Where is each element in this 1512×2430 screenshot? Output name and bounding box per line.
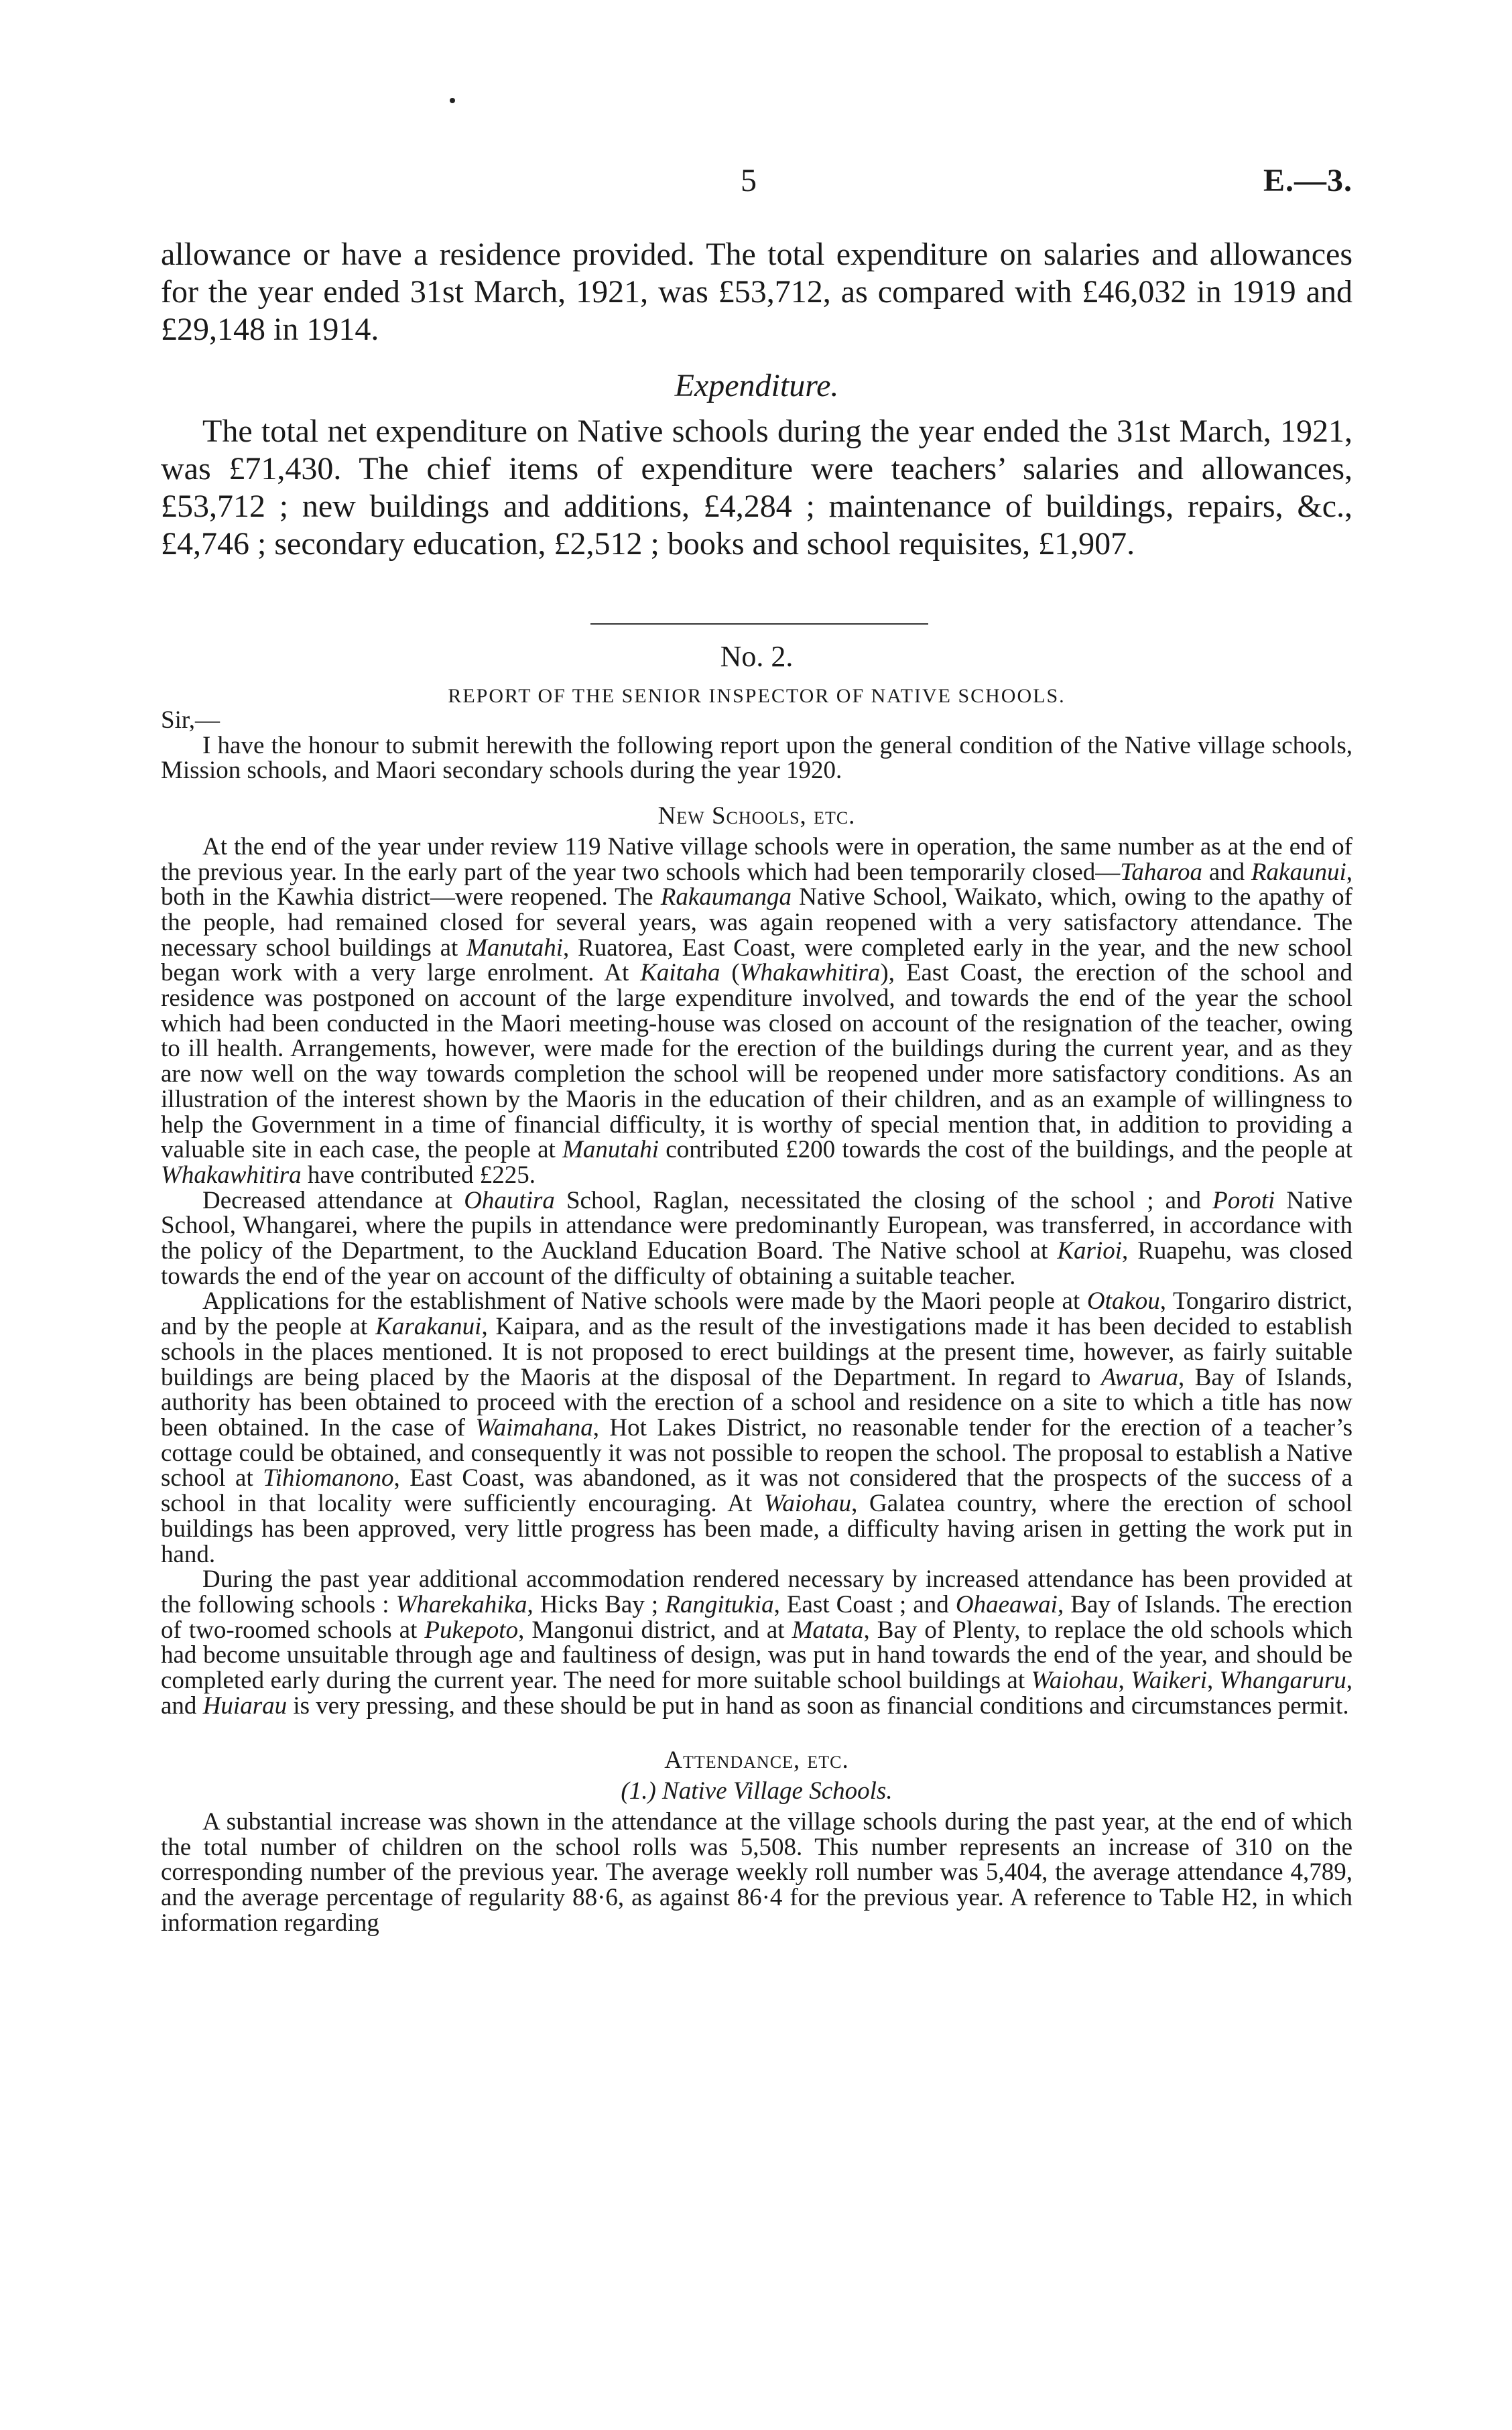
text-run: School, Raglan, necessitated the closing of the school ; and <box>554 1186 1213 1214</box>
section-divider <box>590 623 928 625</box>
report-number: No. 2. <box>720 640 794 673</box>
text-run: , <box>1118 1667 1131 1695</box>
place-name: Rangitukia <box>665 1590 774 1618</box>
text-run: Decreased attendance at <box>202 1186 464 1214</box>
page-number: 5 <box>741 163 757 198</box>
place-name: Waiohau <box>763 1490 852 1518</box>
place-name: Waiohau <box>1031 1667 1119 1695</box>
salutation: Sir,— <box>161 706 220 734</box>
place-name: Karakanui <box>375 1313 482 1341</box>
ink-speck <box>450 98 455 103</box>
text-run: , Hicks Bay ; <box>527 1590 666 1618</box>
text-run: , Kaipara, and as the result of the investigations made it has been decided to establish schools in the places mentioned. It is not proposed to erect buildings at the present time, however, as fairly suitable buildings are being placed by the Maoris at the disposal of the Department. In regard to <box>161 1313 1352 1391</box>
intro-section <box>161 236 1352 348</box>
place-name: Waikeri <box>1131 1667 1208 1695</box>
place-name: Ohautira <box>464 1186 555 1214</box>
text-run: During the past year additional accommodation rendered necessary by increased attendance has been provided at the following schools : <box>161 1565 1352 1618</box>
report-opening: I have the honour to submit herewith the following report upon the general condition of the Native village schools, Mission schools, and Maori secondary schools during the year 1920. <box>161 731 1352 785</box>
text-run: , Ruapehu, was closed towards the end of the year on account of the difficulty of obtaining a suitable teacher. <box>161 1237 1352 1290</box>
place-name: Manutahi <box>466 934 563 962</box>
place-name: Awarua <box>1100 1363 1178 1391</box>
new-schools-paragraph-1 <box>161 834 1352 1188</box>
text-run: , East Coast, was abandoned, as it was not considered that the prospects of the success of a school in that locality were sufficiently encouraging. At <box>161 1464 1352 1518</box>
text-run: , Galatea country, where the erection of school buildings has been approved, very little progress has been made, a difficulty having arisen in getting the work put in hand. <box>161 1490 1352 1568</box>
text-run: , Ruatorea, East Coast, were completed early in the year, and the new school began work with a very large enrolment. At <box>161 934 1352 987</box>
place-name: Rakaunui <box>1251 858 1346 886</box>
text-run: , both in the Kawhia district—were reopened. The <box>161 858 1352 911</box>
place-name: Huiarau <box>202 1691 288 1720</box>
text-run: Applications for the establishment of Native schools were made by the Maori people at <box>202 1287 1087 1316</box>
text-run: and <box>1202 858 1251 886</box>
place-name: Poroti <box>1212 1186 1275 1214</box>
attendance-subheading: (1.) Native Village Schools. <box>621 1777 893 1805</box>
place-name: Whakawhitira <box>739 959 881 987</box>
text-run: , Tongariro district, and by the people at <box>161 1287 1352 1341</box>
place-name: Manutahi <box>562 1136 659 1164</box>
place-name: Otakou <box>1086 1287 1160 1316</box>
place-name: Wharekahika <box>395 1590 527 1618</box>
text-run: Native School, Waikato, which, owing to the apathy of the people, had remained closed for several years, was again reopened with a very satisfactory attendance. The necessary school buildings at <box>161 883 1353 962</box>
text-run: , Bay of Islands, authority has been obtained to proceed with the erection of a school and residence on a site to which a title has now been obtained. In the case of <box>161 1363 1352 1442</box>
new-schools-heading: New Schools, etc. <box>657 802 856 830</box>
text-run: Native School, Whangarei, where the pupils in attendance were predominantly European, was transferred, in accordance with the policy of the Department, to the Auckland Education Board. The Native school at <box>161 1186 1353 1265</box>
new-schools-paragraph-2 <box>161 1188 1352 1289</box>
report-title: REPORT OF THE SENIOR INSPECTOR OF NATIVE SCHOOLS. <box>448 685 1066 707</box>
attendance-heading: Attendance, etc. <box>664 1746 849 1775</box>
text-run: ( <box>720 959 740 987</box>
place-name: Kaitaha <box>640 959 720 987</box>
document-reference: E.—3. <box>1263 163 1352 198</box>
text-run: At the end of the year under review 119 Native village schools were in operation, the same number as at the end of the previous year. In the early part of the year two schools which had been temporarily closed— <box>161 832 1352 886</box>
report-section <box>161 639 1352 1935</box>
place-name: Matata <box>792 1616 864 1644</box>
place-name: Karioi <box>1057 1237 1123 1265</box>
text-run: , and <box>161 1667 1352 1720</box>
new-schools-paragraph-3 <box>161 1289 1352 1567</box>
expenditure-section <box>161 367 1352 563</box>
expenditure-heading: Expenditure. <box>674 368 839 403</box>
place-name: Tihiomanono <box>263 1464 394 1492</box>
place-name: Whakawhitira <box>161 1161 302 1189</box>
intro-paragraph: allowance or have a residence provided. The total expenditure on salaries and allowances for the year ended 31st March, 1921, was £53,712, as compared with £46,032 in 1919 and £29,148 in 1914. <box>161 237 1352 347</box>
text-run: , Hot Lakes District, no reasonable tender for the erection of a teacher’s cottage could be obtained, and consequently it was not possible to reopen the school. The proposal to establish a Native school at <box>161 1413 1352 1492</box>
text-run: , <box>1207 1667 1220 1695</box>
text-run: have contributed £225. <box>301 1161 536 1189</box>
place-name: Waimahana <box>475 1413 593 1442</box>
text-run: , Mangonui district, and at <box>518 1616 792 1644</box>
place-name: Taharoa <box>1120 858 1202 886</box>
text-run: , East Coast ; and <box>773 1590 956 1618</box>
place-name: Rakaumanga <box>660 883 792 911</box>
text-run: is very pressing, and these should be put in hand as soon as financial conditions and circumstances permit. <box>287 1691 1349 1720</box>
text-run: , Bay of Islands. The erection of two-roomed schools at <box>161 1590 1353 1644</box>
place-name: Ohaeawai <box>955 1590 1058 1618</box>
text-run: contributed £200 towards the cost of the buildings, and the people at <box>658 1136 1352 1164</box>
attendance-paragraph: A substantial increase was shown in the attendance at the village schools during the past year, at the end of which the total number of children on the school rolls was 5,508. This number represents an increase of 310 on the corresponding number of the previous year. The average weekly roll number was 5,404, the average attendance 4,789, and the average percentage of regularity 88·6, as against 86·4 for the previous year. A reference to Table H2, in which information regarding <box>161 1807 1352 1937</box>
place-name: Pukepoto <box>424 1616 519 1644</box>
expenditure-paragraph: The total net expenditure on Native schools during the year ended the 31st March, 1921, was £71,430. The chief items of expenditure were teachers’ salaries and allowances, £53,712 ; new buildings and additions, £4,284 ; maintenance of buildings, repairs, &c., £4,746 ; secondary education, £2,512 ; books and school requisites, £1,907. <box>161 413 1352 562</box>
place-name: Whangaruru <box>1219 1667 1346 1695</box>
text-run: , Bay of Plenty, to replace the old schools which had become unsuitable through age and faultiness of design, was put in hand towards the end of the year, and should be completed early during the current year. The need for more suitable school buildings at <box>161 1616 1352 1695</box>
new-schools-paragraph-4 <box>161 1567 1352 1718</box>
text-run: ), East Coast, the erection of the school and residence was postponed on account of the large expenditure involved, and towards the end of the year the school which had been conducted in the Maori meeting-house was closed on account of the resignation of the teacher, owing to ill health. Arrangements, however, were made for the erection of the buildings during the current year, and as they are now well on the way towards completion the school will be reopened under more satisfactory conditions. As an illustration of the interest shown by the Maoris in the education of their children, and as an example of willingness to help the Government in a time of financial difficulty, it is worthy of special mention that, in addition to providing a valuable site in each case, the people at <box>161 959 1353 1164</box>
